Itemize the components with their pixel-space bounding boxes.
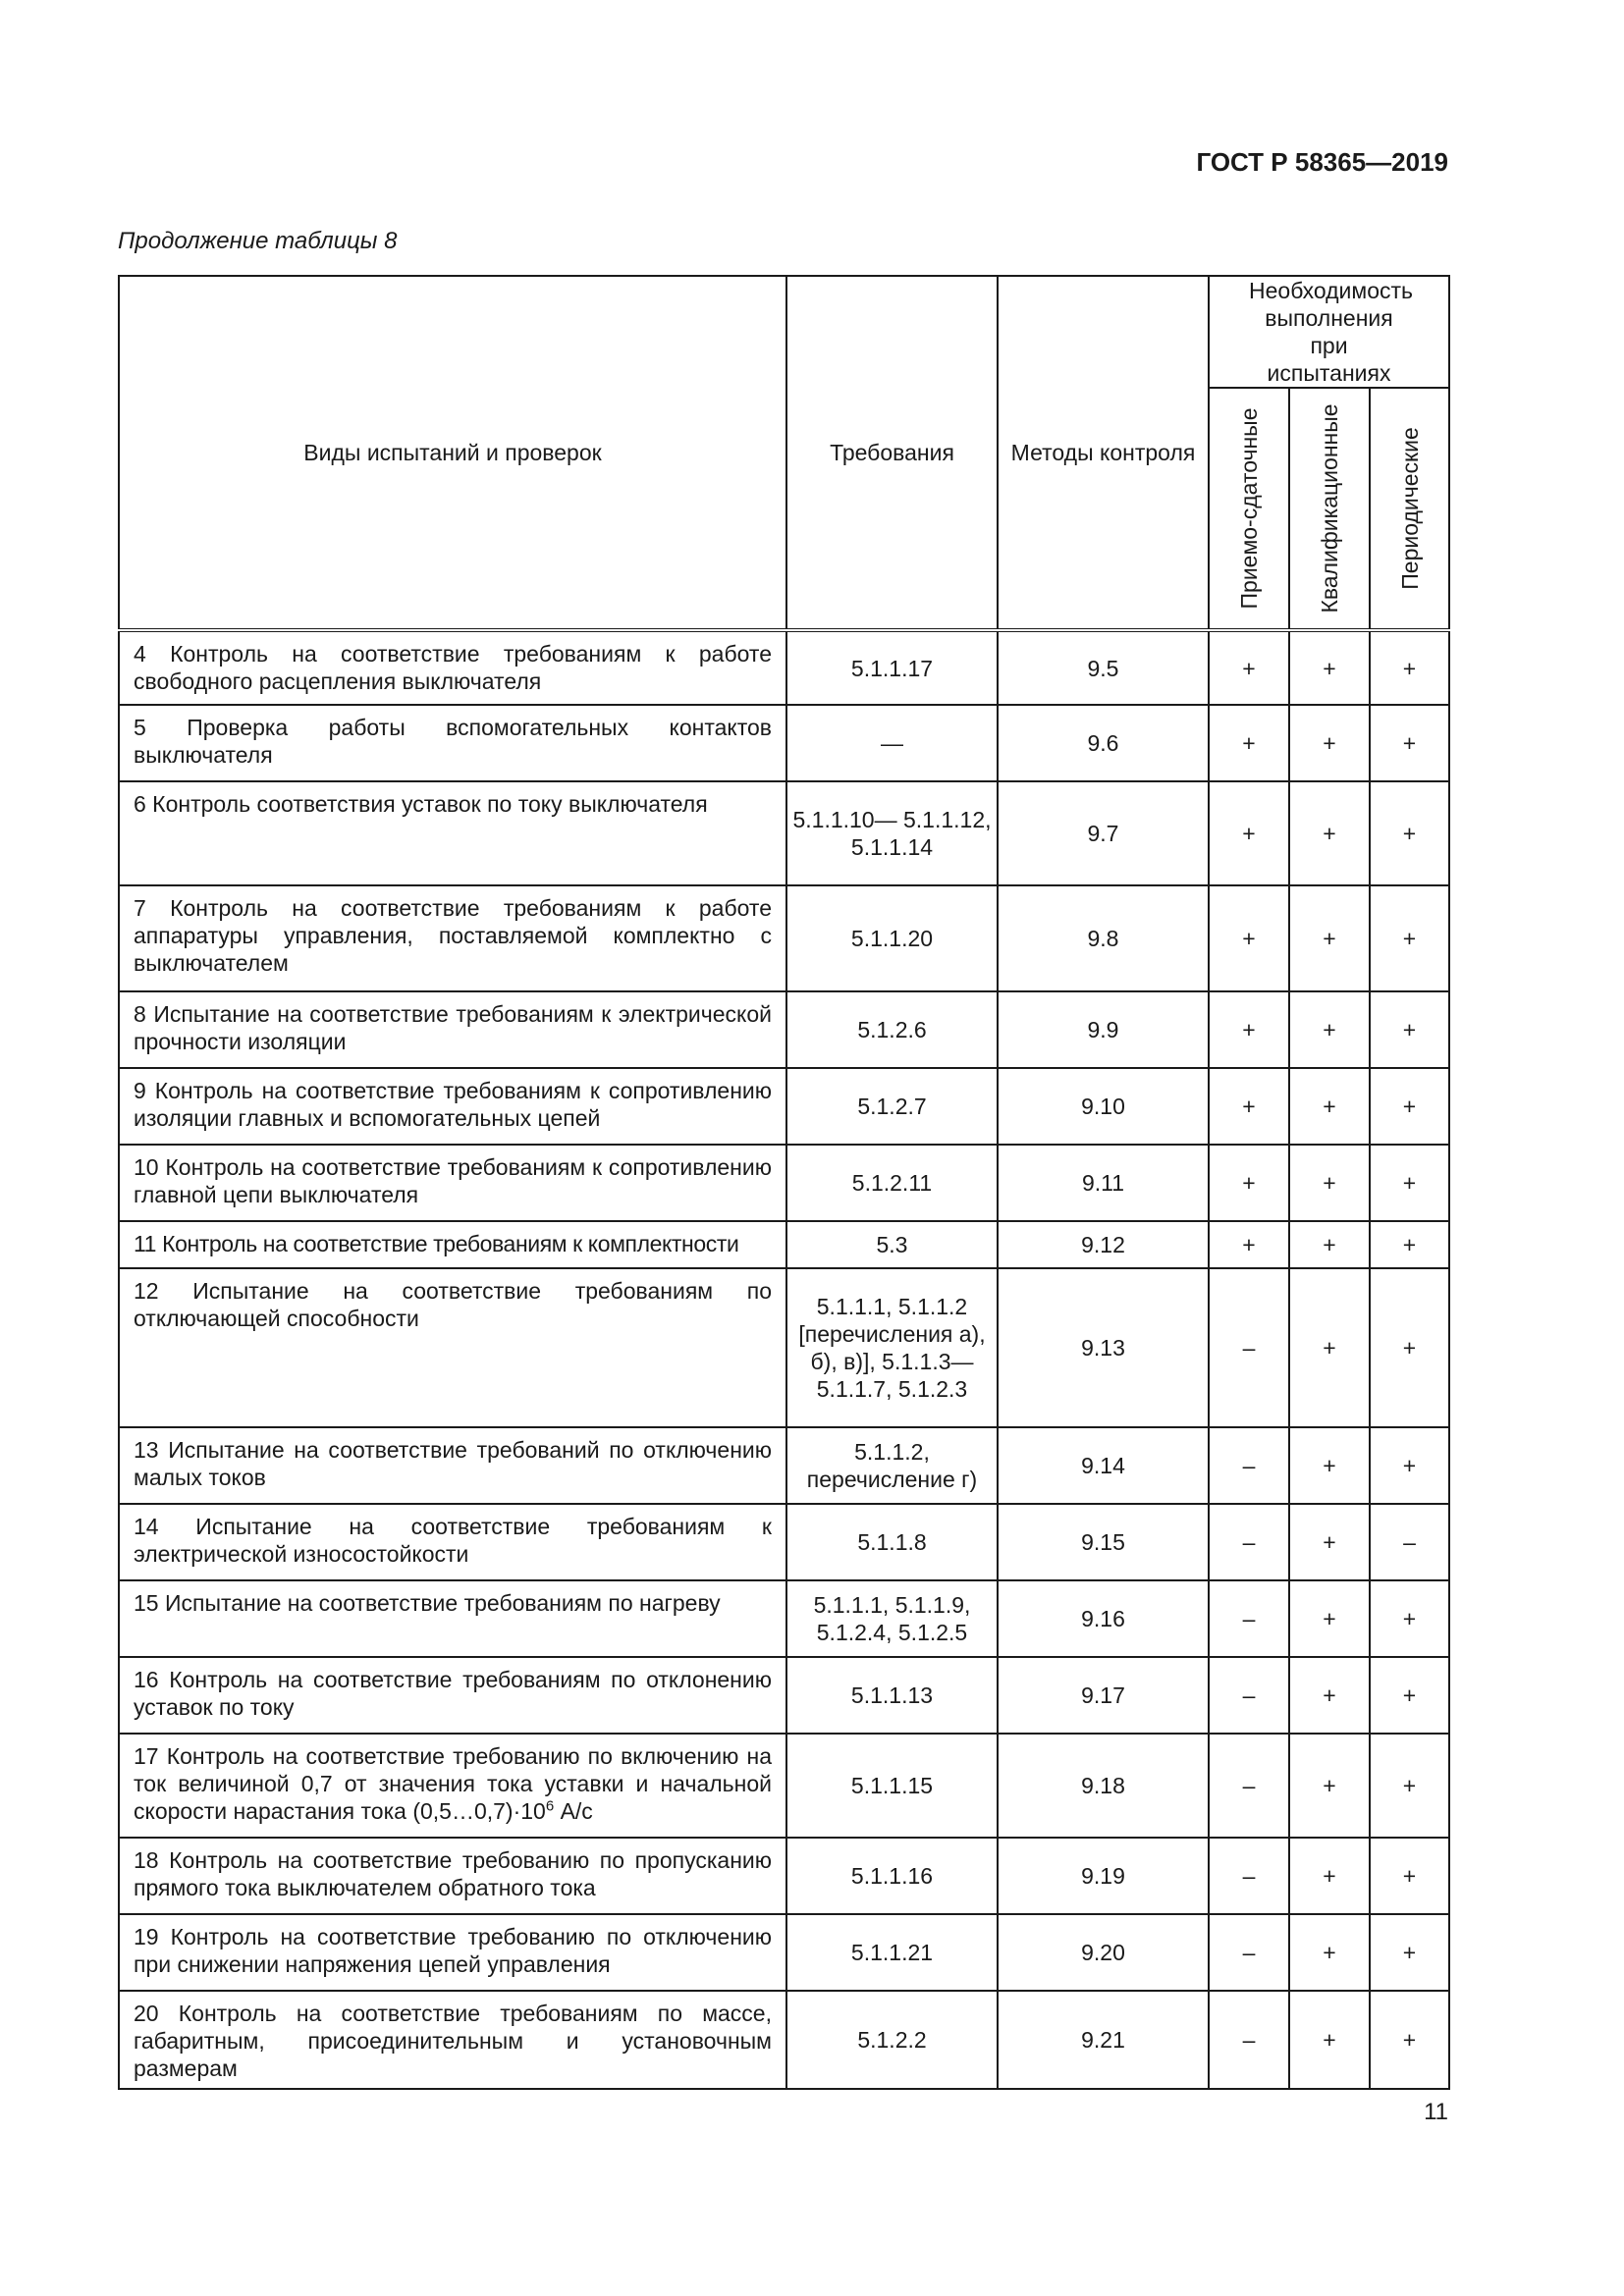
requirement-ref: 5.1.1.1, 5.1.1.9, 5.1.2.4, 5.1.2.5	[786, 1580, 998, 1657]
test-name-unit: А/с	[554, 1798, 593, 1824]
table-row	[119, 1838, 1449, 1914]
test-name: 11 Контроль на соответствие требованиям к комплектности	[119, 1221, 786, 1268]
table-row	[119, 1580, 1449, 1657]
qualification-mark: +	[1289, 1838, 1370, 1914]
periodic-mark: +	[1370, 1427, 1449, 1504]
acceptance-mark: –	[1209, 1991, 1289, 2089]
acceptance-mark: –	[1209, 1657, 1289, 1734]
periodic-mark: +	[1370, 1657, 1449, 1734]
method-ref: 9.9	[998, 991, 1209, 1068]
table-row	[119, 630, 1449, 705]
acceptance-mark: +	[1209, 991, 1289, 1068]
requirement-ref: 5.1.1.17	[786, 630, 998, 705]
acceptance-mark: +	[1209, 781, 1289, 885]
method-ref: 9.16	[998, 1580, 1209, 1657]
header-requirements: Требования	[786, 276, 998, 630]
periodic-mark: +	[1370, 1268, 1449, 1427]
method-ref: 9.10	[998, 1068, 1209, 1145]
acceptance-mark: –	[1209, 1734, 1289, 1838]
method-ref: 9.8	[998, 885, 1209, 991]
periodic-mark: +	[1370, 781, 1449, 885]
qualification-mark: +	[1289, 1914, 1370, 1991]
acceptance-mark: +	[1209, 705, 1289, 781]
header-test-type: Виды испытаний и проверок	[119, 276, 786, 630]
table-row	[119, 1657, 1449, 1734]
table-row	[119, 1427, 1449, 1504]
acceptance-mark: –	[1209, 1427, 1289, 1504]
requirement-ref: —	[786, 705, 998, 781]
requirement-ref: 5.1.1.2, перечисление г)	[786, 1427, 998, 1504]
acceptance-mark: +	[1209, 1145, 1289, 1221]
method-ref: 9.7	[998, 781, 1209, 885]
method-ref: 9.20	[998, 1914, 1209, 1991]
qualification-mark: +	[1289, 630, 1370, 705]
header-acceptance	[1209, 388, 1289, 630]
method-ref: 9.21	[998, 1991, 1209, 2089]
acceptance-mark: –	[1209, 1268, 1289, 1427]
periodic-mark: +	[1370, 991, 1449, 1068]
qualification-mark: +	[1289, 781, 1370, 885]
test-name: 19 Контроль на соответствие требованию по отключению при снижении напряжения цепей управления	[119, 1914, 786, 1991]
test-name: 10 Контроль на соответствие требованиям к сопротивлению главной цепи выключателя	[119, 1145, 786, 1221]
requirement-ref: 5.1.1.13	[786, 1657, 998, 1734]
test-name: 8 Испытание на соответствие требованиям к электрической прочности изоляции	[119, 991, 786, 1068]
periodic-mark: +	[1370, 1580, 1449, 1657]
requirement-ref: 5.3	[786, 1221, 998, 1268]
acceptance-mark: +	[1209, 885, 1289, 991]
header-acceptance-label: Приемо-сдаточные	[1236, 407, 1262, 610]
method-ref: 9.19	[998, 1838, 1209, 1914]
test-name: 20 Контроль на соответствие требованиям по массе, габаритным, присоединительным и установочным размерам	[119, 1991, 786, 2089]
qualification-mark: +	[1289, 1068, 1370, 1145]
requirement-ref: 5.1.2.6	[786, 991, 998, 1068]
method-ref: 9.14	[998, 1427, 1209, 1504]
qualification-mark: +	[1289, 1427, 1370, 1504]
test-name: 14 Испытание на соответствие требованиям к электрической износостойкости	[119, 1504, 786, 1580]
method-ref: 9.17	[998, 1657, 1209, 1734]
method-ref: 9.5	[998, 630, 1209, 705]
qualification-mark: +	[1289, 1734, 1370, 1838]
exponent: 6	[545, 1797, 555, 1815]
requirement-ref: 5.1.1.15	[786, 1734, 998, 1838]
method-ref: 9.18	[998, 1734, 1209, 1838]
qualification-mark: +	[1289, 1657, 1370, 1734]
method-ref: 9.15	[998, 1504, 1209, 1580]
test-name: 16 Контроль на соответствие требованиям по отклонению уставок по току	[119, 1657, 786, 1734]
header-methods: Методы контроля	[998, 276, 1209, 630]
test-name: 9 Контроль на соответствие требованиям к сопротивлению изоляции главных и вспомогательных цепей	[119, 1068, 786, 1145]
test-name: 12 Испытание на соответствие требованиям по отключающей способности	[119, 1268, 786, 1427]
qualification-mark: +	[1289, 1145, 1370, 1221]
requirement-ref: 5.1.1.10— 5.1.1.12, 5.1.1.14	[786, 781, 998, 885]
document-code: ГОСТ Р 58365—2019	[1196, 147, 1448, 177]
method-ref: 9.12	[998, 1221, 1209, 1268]
method-ref: 9.6	[998, 705, 1209, 781]
header-necessity-group: Необходимость выполнения при испытаниях	[1209, 276, 1449, 388]
table-continuation-caption: Продолжение таблицы 8	[118, 228, 398, 254]
acceptance-mark: –	[1209, 1838, 1289, 1914]
periodic-mark: +	[1370, 885, 1449, 991]
test-name: 18 Контроль на соответствие требованию по пропусканию прямого тока выключателем обратного тока	[119, 1838, 786, 1914]
qualification-mark: +	[1289, 1580, 1370, 1657]
table-row	[119, 1145, 1449, 1221]
requirement-ref: 5.1.1.16	[786, 1838, 998, 1914]
requirement-ref: 5.1.2.7	[786, 1068, 998, 1145]
acceptance-mark: –	[1209, 1914, 1289, 1991]
periodic-mark: –	[1370, 1504, 1449, 1580]
table-row	[119, 991, 1449, 1068]
header-periodic-label: Периодические	[1396, 427, 1423, 590]
table-row	[119, 1734, 1449, 1838]
table-row	[119, 705, 1449, 781]
requirement-ref: 5.1.1.21	[786, 1914, 998, 1991]
qualification-mark: +	[1289, 1268, 1370, 1427]
table-row	[119, 1504, 1449, 1580]
acceptance-mark: –	[1209, 1580, 1289, 1657]
method-ref: 9.11	[998, 1145, 1209, 1221]
method-ref: 9.13	[998, 1268, 1209, 1427]
requirement-ref: 5.1.1.8	[786, 1504, 998, 1580]
header-periodic	[1370, 388, 1449, 630]
periodic-mark: +	[1370, 1145, 1449, 1221]
header-qualification	[1289, 388, 1370, 630]
periodic-mark: +	[1370, 1838, 1449, 1914]
requirement-ref: 5.1.1.20	[786, 885, 998, 991]
test-name: 15 Испытание на соответствие требованиям по нагреву	[119, 1580, 786, 1657]
qualification-mark: +	[1289, 1991, 1370, 2089]
qualification-mark: +	[1289, 885, 1370, 991]
page-number: 11	[1424, 2099, 1448, 2125]
tests-table	[118, 275, 1450, 2090]
test-name	[119, 1734, 786, 1838]
qualification-mark: +	[1289, 1221, 1370, 1268]
acceptance-mark: +	[1209, 1221, 1289, 1268]
periodic-mark: +	[1370, 1914, 1449, 1991]
table-row	[119, 1914, 1449, 1991]
acceptance-mark: +	[1209, 630, 1289, 705]
requirement-ref: 5.1.2.11	[786, 1145, 998, 1221]
qualification-mark: +	[1289, 991, 1370, 1068]
periodic-mark: +	[1370, 1991, 1449, 2089]
periodic-mark: +	[1370, 1734, 1449, 1838]
periodic-mark: +	[1370, 1221, 1449, 1268]
header-qualification-label: Квалификационные	[1317, 403, 1342, 614]
table-row	[119, 781, 1449, 885]
qualification-mark: +	[1289, 705, 1370, 781]
periodic-mark: +	[1370, 1068, 1449, 1145]
table-row	[119, 1221, 1449, 1268]
requirement-ref: 5.1.2.2	[786, 1991, 998, 2089]
test-name: 13 Испытание на соответствие требований по отключению малых токов	[119, 1427, 786, 1504]
requirement-ref: 5.1.1.1, 5.1.1.2 [перечисления а), б), в)], 5.1.1.3— 5.1.1.7, 5.1.2.3	[786, 1268, 998, 1427]
qualification-mark: +	[1289, 1504, 1370, 1580]
periodic-mark: +	[1370, 630, 1449, 705]
test-name: 7 Контроль на соответствие требованиям к работе аппаратуры управления, поставляемой комплектно с выключателем	[119, 885, 786, 991]
acceptance-mark: +	[1209, 1068, 1289, 1145]
table-row	[119, 1268, 1449, 1427]
test-name: 4 Контроль на соответствие требованиям к работе свободного расцепления выключателя	[119, 630, 786, 705]
table-row	[119, 1068, 1449, 1145]
table-row	[119, 1991, 1449, 2089]
periodic-mark: +	[1370, 705, 1449, 781]
test-name: 6 Контроль соответствия уставок по току выключателя	[119, 781, 786, 885]
acceptance-mark: –	[1209, 1504, 1289, 1580]
table-row	[119, 885, 1449, 991]
test-name-text: 17 Контроль на соответствие требованию по включению на ток величиной 0,7 от значения тока уставки и начальной скорости нарастания тока (0,5…0,7)·10	[134, 1743, 772, 1824]
test-name: 5 Проверка работы вспомогательных контактов выключателя	[119, 705, 786, 781]
